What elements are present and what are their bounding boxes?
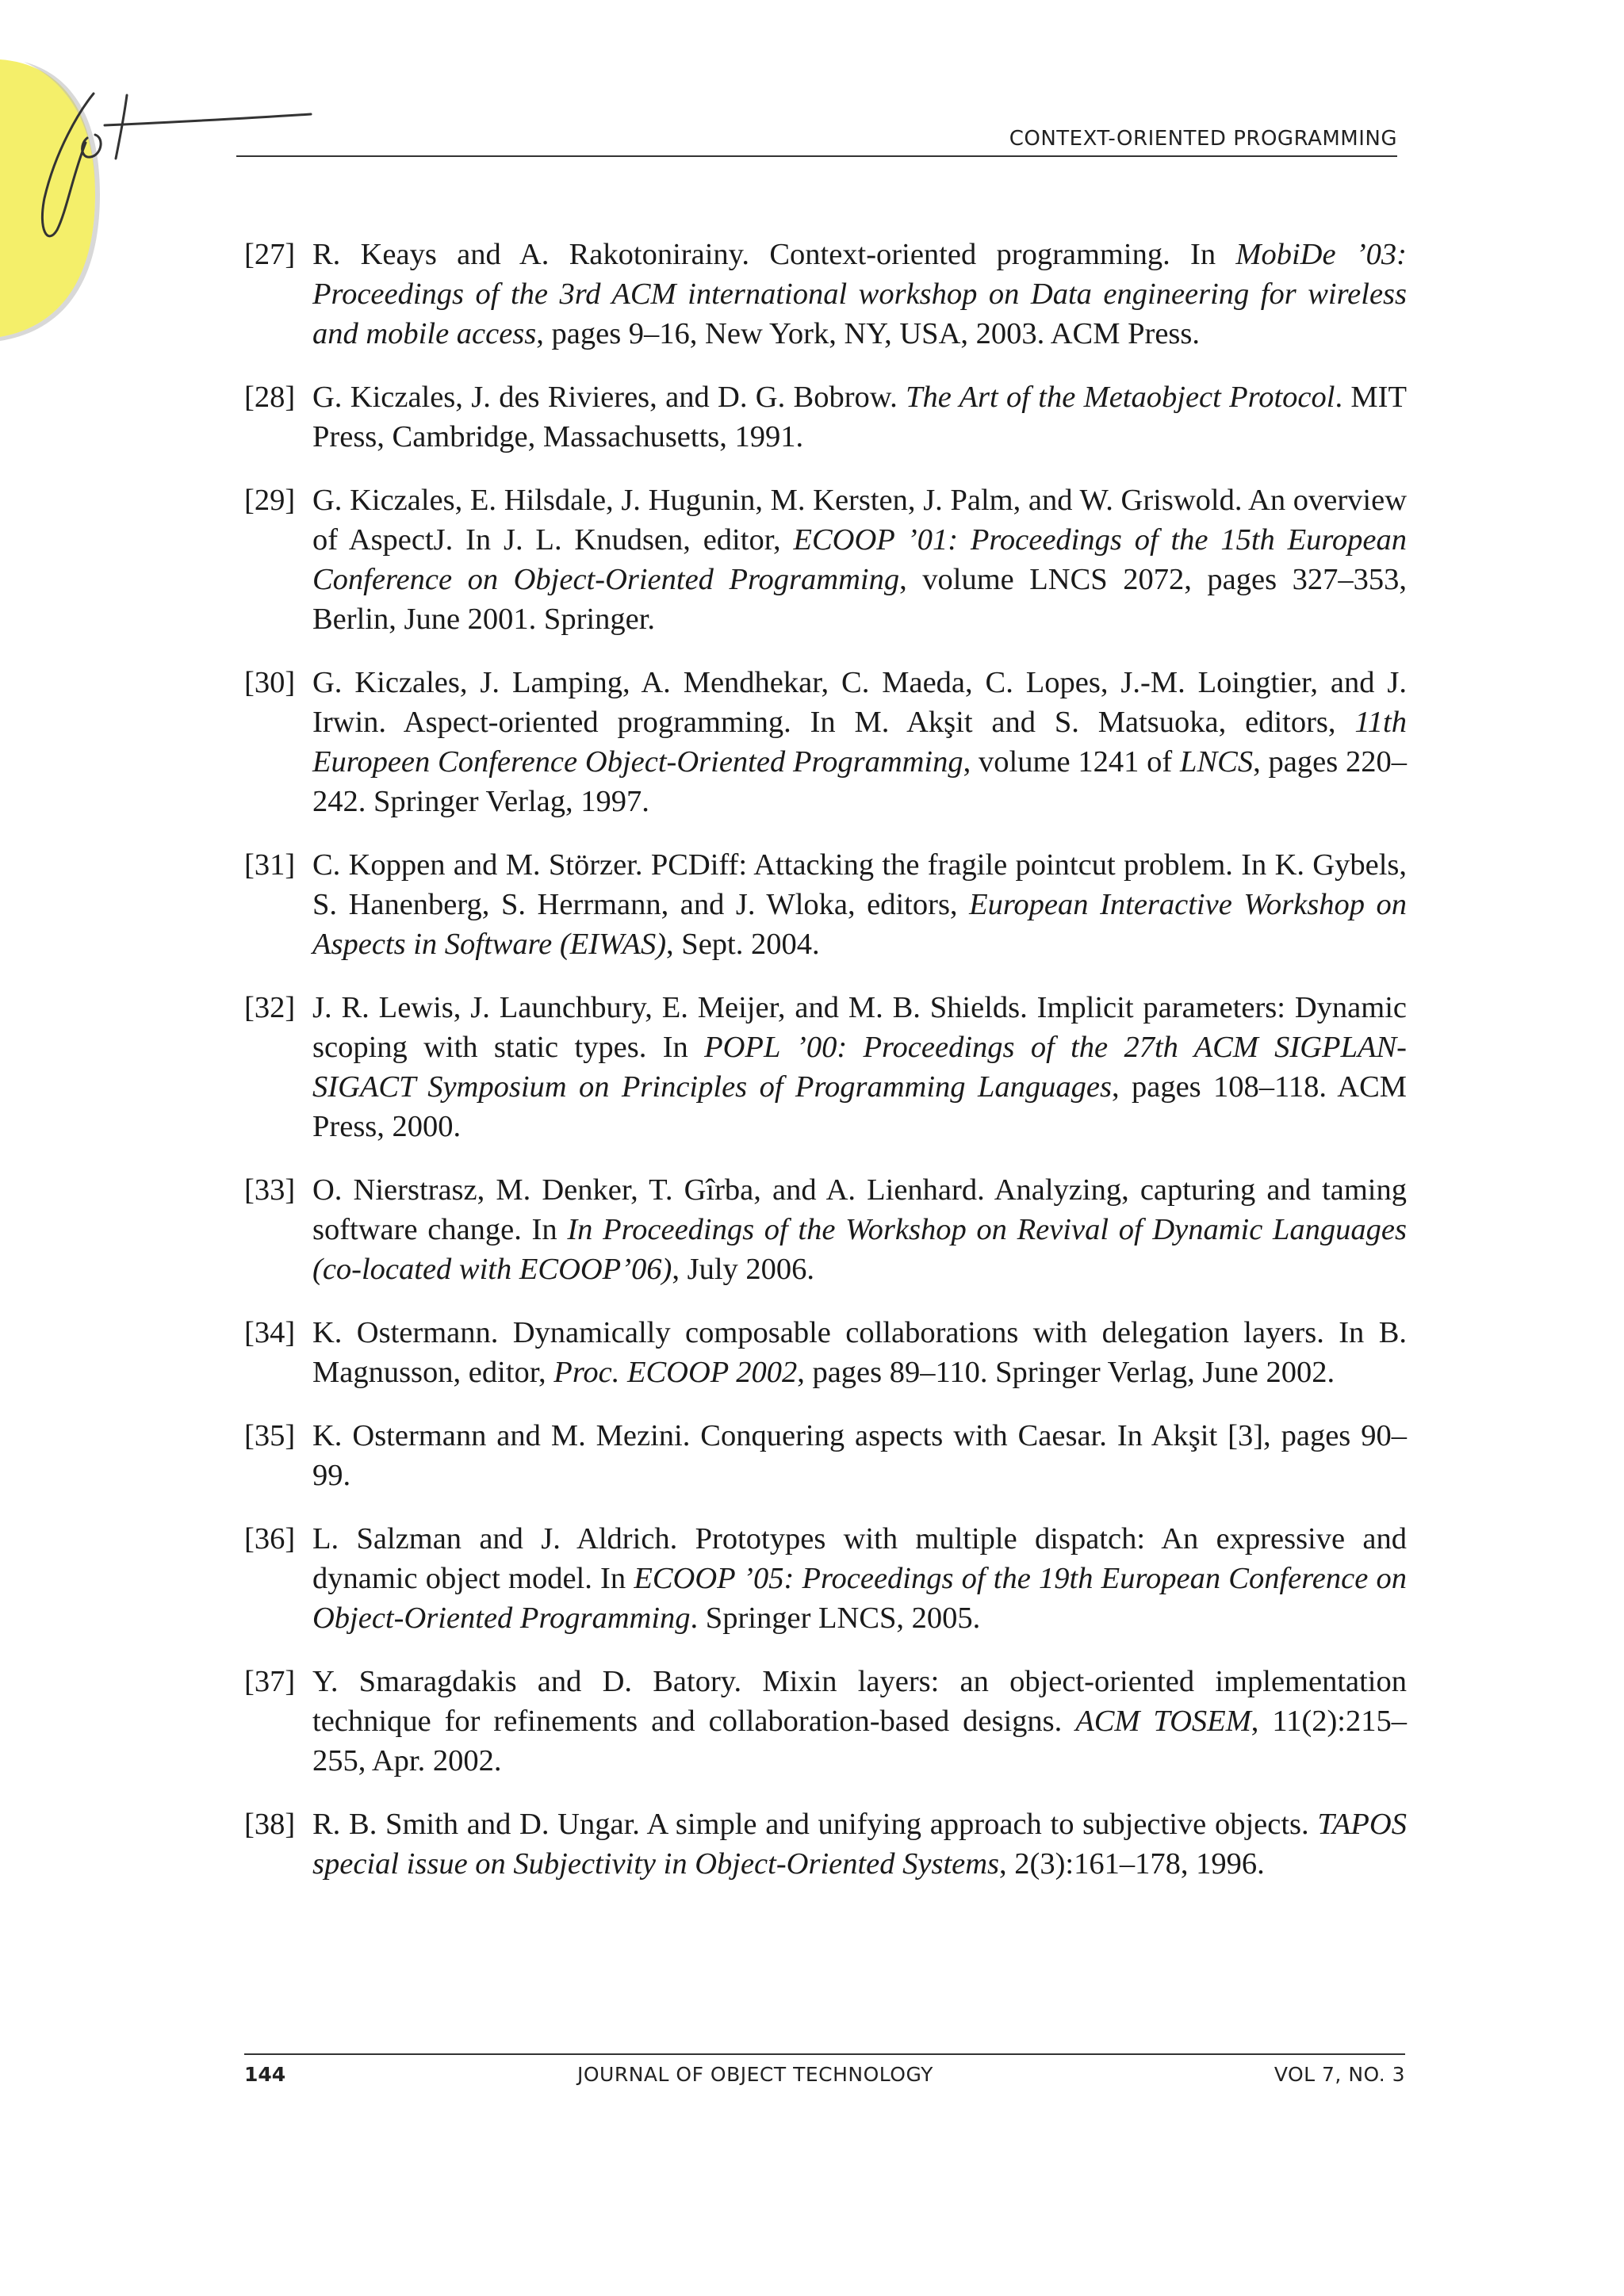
- reference-number: [32]: [244, 991, 296, 1024]
- reference-text-segment: , pages 89–110. Springer Verlag, June 2002.: [797, 1356, 1335, 1389]
- reference-number: [37]: [244, 1665, 296, 1698]
- reference-item: [244, 1313, 1407, 1392]
- reference-text-segment: , July 2006.: [672, 1253, 815, 1286]
- reference-italic-title: LNCS: [1180, 745, 1254, 779]
- reference-number: [27]: [244, 238, 296, 271]
- reference-number: [38]: [244, 1808, 296, 1841]
- page-footer: [244, 2053, 1405, 2093]
- reference-item: [244, 1519, 1407, 1638]
- reference-text: [312, 1665, 1407, 1777]
- reference-text: [312, 381, 1407, 453]
- reference-italic-title: In Proceedings of the Workshop on Revival of Dynamic Languages (co-located with ECOOP’06): [312, 1213, 1407, 1286]
- reference-text: [312, 666, 1407, 818]
- reference-text-segment: G. Kiczales, J. Lamping, A. Mendhekar, C. Maeda, C. Lopes, J.-M. Loingtier, and J. Irwin. Aspect-oriented programming. In M. Akşit and S. Matsuoka, editors,: [312, 666, 1407, 739]
- reference-text-segment: , volume LNCS 2072, pages 327–353, Berlin, June 2001. Springer.: [312, 563, 1407, 636]
- reference-text: [312, 1316, 1407, 1389]
- reference-text: [312, 1173, 1407, 1286]
- reference-number: [35]: [244, 1419, 296, 1452]
- reference-item: [244, 845, 1407, 964]
- reference-text-segment: , volume 1241 of: [963, 745, 1181, 779]
- reference-italic-title: Proc. ECOOP 2002: [553, 1356, 798, 1389]
- reference-text-segment: R. B. Smith and D. Ungar. A simple and unifying approach to subjective objects.: [312, 1808, 1318, 1841]
- reference-text: [312, 238, 1407, 350]
- reference-text: [312, 848, 1407, 961]
- reference-item: [244, 1662, 1407, 1781]
- reference-item: [244, 1170, 1407, 1289]
- reference-number: [34]: [244, 1316, 296, 1349]
- reference-text: [312, 1522, 1407, 1635]
- reference-list: [244, 235, 1407, 1908]
- reference-item: [244, 1416, 1407, 1495]
- reference-number: [36]: [244, 1522, 296, 1556]
- reference-number: [33]: [244, 1173, 296, 1207]
- reference-text-segment: , pages 108–118. ACM Press, 2000.: [312, 1070, 1407, 1143]
- reference-text-segment: J. R. Lewis, J. Launchbury, E. Meijer, and M. B. Shields. Implicit parameters: Dynamic scoping with static types. In: [312, 991, 1407, 1064]
- reference-text-segment: K. Ostermann and M. Mezini. Conquering aspects with Caesar. In Akşit [3], pages 90–99.: [312, 1419, 1407, 1492]
- reference-number: [30]: [244, 666, 296, 699]
- reference-text: [312, 484, 1407, 636]
- reference-text-segment: R. Keays and A. Rakotonirainy. Context-oriented programming. In: [312, 238, 1236, 271]
- reference-item: [244, 1804, 1407, 1884]
- reference-italic-title: 11th Europeen Conference Object-Oriented Programming: [312, 706, 1407, 779]
- reference-italic-title: ACM TOSEM: [1075, 1705, 1251, 1738]
- reference-item: [244, 988, 1407, 1146]
- reference-italic-title: European Interactive Workshop on Aspects in Software (EIWAS): [312, 888, 1407, 961]
- reference-item: [244, 235, 1407, 354]
- reference-italic-title: POPL ’00: Proceedings of the 27th ACM SIGPLAN-SIGACT Symposium on Principles of Programming Languages: [312, 1031, 1407, 1104]
- reference-text-segment: , pages 220–242. Springer Verlag, 1997.: [312, 745, 1407, 818]
- reference-item: [244, 480, 1407, 639]
- running-head: [236, 124, 1397, 157]
- reference-text: [312, 1808, 1407, 1881]
- reference-italic-title: MobiDe ’03: Proceedings of the 3rd ACM international workshop on Data engineering for wireless and mobile access: [312, 238, 1407, 350]
- reference-text-segment: , Sept. 2004.: [666, 928, 820, 961]
- reference-text: [312, 991, 1407, 1143]
- reference-number: [29]: [244, 484, 296, 517]
- reference-text-segment: C. Koppen and M. Störzer. PCDiff: Attacking the fragile pointcut problem. In K. Gybels, S. Hanenberg, S. Herrmann, and J. Wloka, editors,: [312, 848, 1407, 921]
- reference-item: [244, 663, 1407, 821]
- reference-text-segment: , 11(2):215–255, Apr. 2002.: [312, 1705, 1407, 1777]
- reference-text-segment: O. Nierstrasz, M. Denker, T. Gîrba, and A. Lienhard. Analyzing, capturing and taming software change. In: [312, 1173, 1407, 1246]
- page-number: 144: [244, 2063, 286, 2086]
- reference-italic-title: ECOOP ’05: Proceedings of the 19th European Conference on Object-Oriented Programming: [312, 1562, 1407, 1635]
- reference-text-segment: Y. Smaragdakis and D. Batory. Mixin layers: an object-oriented implementation technique for refinements and collaboration-based designs.: [312, 1665, 1407, 1738]
- reference-text-segment: G. Kiczales, E. Hilsdale, J. Hugunin, M. Kersten, J. Palm, and W. Griswold. An overview of AspectJ. In J. L. Knudsen, editor,: [312, 484, 1407, 557]
- volume-issue: VOL 7, NO. 3: [1274, 2063, 1405, 2086]
- reference-text-segment: , 2(3):161–178, 1996.: [999, 1847, 1265, 1881]
- reference-text-segment: . MIT Press, Cambridge, Massachusetts, 1991.: [312, 381, 1407, 453]
- running-head-title: CONTEXT-ORIENTED PROGRAMMING: [1009, 127, 1397, 151]
- reference-text-segment: . Springer LNCS, 2005.: [690, 1601, 981, 1635]
- reference-item: [244, 377, 1407, 457]
- reference-number: [31]: [244, 848, 296, 882]
- reference-italic-title: The Art of the Metaobject Protocol: [906, 381, 1335, 414]
- reference-italic-title: TAPOS special issue on Subjectivity in Object-Oriented Systems: [312, 1808, 1407, 1881]
- journal-name: JOURNAL OF OBJECT TECHNOLOGY: [577, 2063, 933, 2086]
- reference-text-segment: , pages 9–16, New York, NY, USA, 2003. ACM Press.: [536, 317, 1201, 350]
- reference-number: [28]: [244, 381, 296, 414]
- reference-text-segment: L. Salzman and J. Aldrich. Prototypes with multiple dispatch: An expressive and dynamic object model. In: [312, 1522, 1407, 1595]
- reference-text: [312, 1419, 1407, 1492]
- logo-yellow-disc: [0, 59, 95, 337]
- reference-italic-title: ECOOP ’01: Proceedings of the 15th European Conference on Object-Oriented Programming: [312, 523, 1407, 596]
- reference-text-segment: G. Kiczales, J. des Rivieres, and D. G. Bobrow.: [312, 381, 906, 414]
- reference-text-segment: K. Ostermann. Dynamically composable collaborations with delegation layers. In B. Magnusson, editor,: [312, 1316, 1407, 1389]
